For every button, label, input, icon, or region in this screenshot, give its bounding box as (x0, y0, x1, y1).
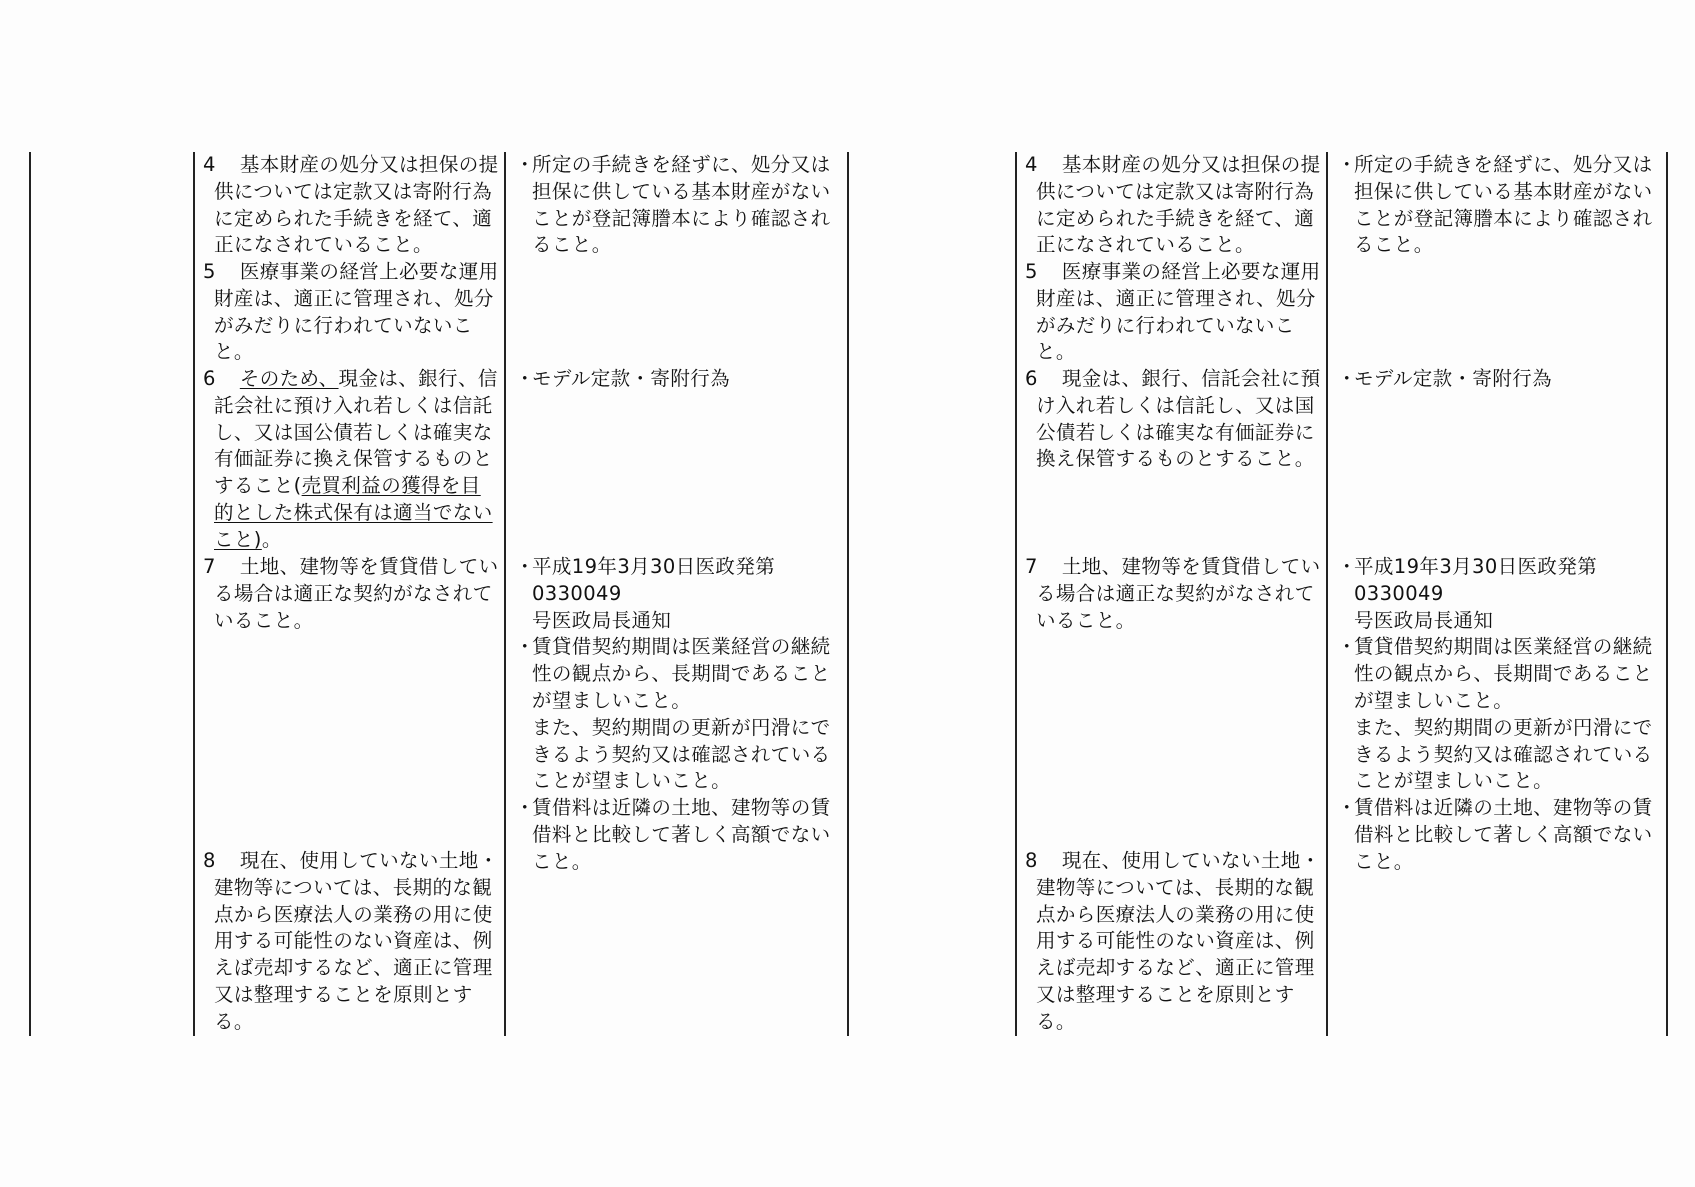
criterion-line: がみだりに行われていないこ (1036, 313, 1295, 337)
criterion-line: 供については定款又は寄附行為 (1036, 179, 1315, 203)
note-line: が望ましいこと。 (532, 688, 692, 712)
note-line: 賃貸借契約期間は医業経営の継続 (1354, 635, 1653, 659)
criterion-4 (1025, 152, 1325, 259)
criterion-8 (1025, 848, 1325, 1036)
underlined-insertion: そのため、 (239, 367, 339, 390)
criterion-line: 託会社に預け入れ若しくは信託 (214, 393, 493, 417)
note-group-4 (1337, 152, 1665, 259)
right-criteria-column (1025, 152, 1325, 1036)
note-line: ことが登記簿謄本により確認され (1354, 206, 1653, 230)
criterion-line: と。 (1036, 340, 1076, 364)
note-line: また、契約期間の更新が円滑にで (1354, 715, 1653, 739)
criterion-5 (1025, 259, 1325, 366)
table-rule-right-notes (1326, 152, 1328, 1036)
table-rule-right-end (1666, 152, 1668, 1036)
criterion-number: 7 (203, 555, 216, 578)
note-line: ことが登記簿謄本により確認され (532, 206, 831, 230)
criterion-line: 正になされていること。 (1036, 233, 1255, 257)
note-line: 平成19年3月30日医政発第0330049 (1354, 555, 1598, 605)
note-line: モデル定款・寄附行為 (532, 367, 731, 390)
criterion-line: 点から医療法人の業務の用に使 (214, 902, 493, 926)
note-bullet (515, 795, 845, 875)
note-group-6 (515, 366, 845, 393)
criterion-line: に定められた手続きを経て、適 (214, 206, 493, 230)
table-rule-left-notes (504, 152, 506, 1036)
bullet-icon: ・ (515, 796, 535, 820)
criterion-line: すること(売買利益の獲得を目 (214, 474, 481, 498)
bullet-icon: ・ (1337, 153, 1357, 176)
criterion-line: る場合は適正な契約がなされて (1036, 581, 1315, 605)
note-line: 賃借料は近隣の土地、建物等の賃 (532, 796, 831, 820)
criterion-8 (203, 848, 503, 1036)
bullet-icon: ・ (1337, 367, 1357, 390)
note-line: 性の観点から、長期間であること (532, 662, 831, 686)
table-rule-left-outer (29, 152, 31, 1036)
criterion-line: し、又は国公債若しくは確実な (214, 420, 493, 444)
criterion-line (203, 500, 503, 527)
criterion-line: 現在、使用していない土地・ (239, 849, 499, 872)
criterion-line: がみだりに行われていないこ (214, 313, 473, 337)
bullet-icon: ・ (515, 153, 535, 176)
criterion-line: 公債若しくは確実な有価証券に (1036, 420, 1315, 444)
bullet-icon: ・ (1337, 635, 1357, 659)
table-rule-left-criteria (193, 152, 195, 1036)
underlined-insertion: こと) (214, 527, 262, 551)
note-line: 平成19年3月30日医政発第0330049 (532, 555, 776, 605)
note-line: きるよう契約又は確認されている (532, 742, 831, 766)
note-bullet (515, 634, 845, 795)
note-line: ること。 (532, 233, 612, 257)
criterion-line: る。 (1036, 1009, 1076, 1033)
criterion-line: 現在、使用していない土地・ (1061, 849, 1321, 872)
criterion-7 (1025, 554, 1325, 634)
note-line: 号医政局長通知 (1354, 608, 1494, 632)
criterion-line: 土地、建物等を賃貸借してい (239, 555, 499, 578)
criterion-number: 4 (1025, 153, 1038, 176)
left-criteria-column (203, 152, 503, 1036)
note-line: こと。 (532, 849, 592, 873)
right-notes-column (1337, 152, 1665, 1036)
bullet-icon: ・ (1337, 555, 1357, 578)
table-rule-left-end (847, 152, 849, 1036)
criterion-line: 基本財産の処分又は担保の提 (1061, 153, 1321, 176)
criterion-line: 現金は、銀行、信託会社に預 (1061, 367, 1321, 390)
underlined-insertion: 的とした株式保有は適当でない (214, 500, 493, 524)
note-line: 借料と比較して著しく高額でない (1354, 822, 1653, 846)
note-line: こと。 (1354, 849, 1414, 873)
criterion-line: 財産は、適正に管理され、処分 (1036, 286, 1316, 310)
criterion-number: 7 (1025, 555, 1038, 578)
criterion-line: 供については定款又は寄附行為 (214, 179, 493, 203)
criterion-line: 建物等については、長期的な観 (1036, 875, 1315, 899)
note-line: 借料と比較して著しく高額でない (532, 822, 831, 846)
criterion-line: 財産は、適正に管理され、処分 (214, 286, 494, 310)
bullet-icon: ・ (515, 635, 535, 659)
criterion-line: に定められた手続きを経て、適 (1036, 206, 1315, 230)
underlined-insertion: 売買利益の獲得を目 (301, 474, 481, 498)
criterion-number: 8 (203, 849, 216, 872)
criterion-7 (203, 554, 503, 634)
note-bullet (1337, 366, 1665, 393)
note-line: ことが望ましいこと。 (532, 769, 732, 793)
note-bullet (1337, 634, 1665, 795)
criterion-line: 医療事業の経営上必要な運用 (239, 260, 499, 283)
criterion-line: 現金は、銀行、信 (338, 367, 498, 390)
criterion-4 (203, 152, 503, 259)
note-group-6 (1337, 366, 1665, 393)
note-line: 所定の手続きを経ずに、処分又は (532, 153, 831, 176)
note-bullet (515, 366, 845, 393)
bullet-icon: ・ (1337, 796, 1357, 820)
criterion-line: 基本財産の処分又は担保の提 (239, 153, 499, 176)
note-line: 賃借料は近隣の土地、建物等の賃 (1354, 796, 1653, 820)
criterion-line: いること。 (214, 608, 314, 632)
note-group-7 (515, 554, 845, 876)
note-bullet (515, 554, 845, 634)
bullet-icon: ・ (515, 367, 535, 390)
criterion-line: 用する可能性のない資産は、例 (214, 929, 493, 953)
criterion-number: 6 (1025, 367, 1038, 390)
criterion-line: えば売却するなど、適正に管理 (214, 956, 493, 980)
note-line: 所定の手続きを経ずに、処分又は (1354, 153, 1653, 176)
criterion-line: えば売却するなど、適正に管理 (1036, 956, 1315, 980)
note-line: ことが望ましいこと。 (1354, 769, 1554, 793)
criterion-line: 有価証券に換え保管するものと (214, 447, 493, 471)
note-line: が望ましいこと。 (1354, 688, 1514, 712)
criterion-line: こと)。 (214, 527, 282, 551)
table-rule-right-criteria (1015, 152, 1017, 1036)
note-line: また、契約期間の更新が円滑にで (532, 715, 831, 739)
criterion-line: 点から医療法人の業務の用に使 (1036, 902, 1315, 926)
criterion-6 (1025, 366, 1325, 473)
criterion-line: 用する可能性のない資産は、例 (1036, 929, 1315, 953)
note-line: 賃貸借契約期間は医業経営の継続 (532, 635, 831, 659)
note-line: 担保に供している基本財産がない (1354, 179, 1653, 203)
note-line: きるよう契約又は確認されている (1354, 742, 1653, 766)
criterion-line: 土地、建物等を賃貸借してい (1061, 555, 1321, 578)
criterion-line: いること。 (1036, 608, 1136, 632)
note-group-7 (1337, 554, 1665, 876)
note-bullet (515, 152, 845, 259)
criterion-5 (203, 259, 503, 366)
criterion-line: 又は整理することを原則とす (1036, 982, 1295, 1006)
criterion-line: 正になされていること。 (214, 233, 433, 257)
criterion-line: 建物等については、長期的な観 (214, 875, 493, 899)
note-bullet (1337, 554, 1665, 634)
note-bullet (1337, 152, 1665, 259)
left-notes-column (515, 152, 845, 1036)
criterion-line: 換え保管するものとすること。 (1036, 447, 1315, 471)
note-line: 号医政局長通知 (532, 608, 672, 632)
note-line: ること。 (1354, 233, 1434, 257)
criterion-number: 4 (203, 153, 216, 176)
criterion-line: と。 (214, 340, 254, 364)
note-group-4 (515, 152, 845, 259)
criterion-number: 6 (203, 367, 216, 390)
criterion-6 (203, 366, 503, 554)
criterion-line: る。 (214, 1009, 254, 1033)
criterion-line: 又は整理することを原則とす (214, 982, 473, 1006)
note-bullet (1337, 795, 1665, 875)
criterion-number: 5 (203, 260, 216, 283)
criterion-number: 5 (1025, 260, 1038, 283)
bullet-icon: ・ (515, 555, 535, 578)
criterion-line: る場合は適正な契約がなされて (214, 581, 493, 605)
criterion-number: 8 (1025, 849, 1038, 872)
note-line: 性の観点から、長期間であること (1354, 662, 1653, 686)
criterion-line: け入れ若しくは信託し、又は国 (1036, 393, 1315, 417)
note-line: モデル定款・寄附行為 (1354, 367, 1553, 390)
note-line: 担保に供している基本財産がない (532, 179, 831, 203)
criterion-line: 医療事業の経営上必要な運用 (1061, 260, 1321, 283)
